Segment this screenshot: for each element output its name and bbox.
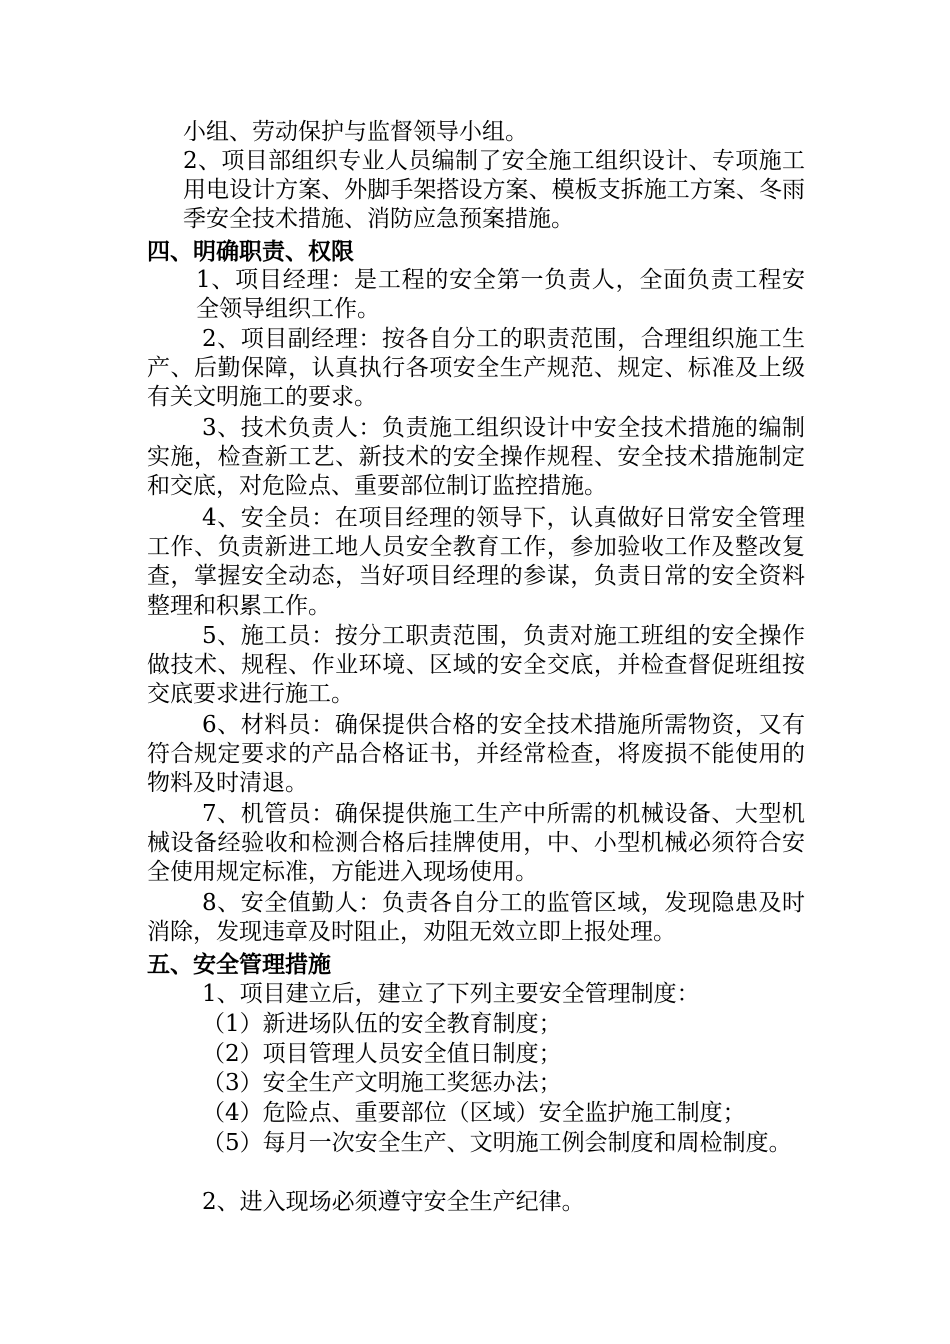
section4-item-7: 7、机管员：确保提供施工生产中所需的机械设备、大型机械设备经验收和检测合格后挂牌使用，中、小型机械必须符合安全使用规定标准，方能进入现场使用。 — [147, 801, 805, 886]
section5-subitem-1: （1）新进场队伍的安全教育制度； — [202, 1011, 562, 1037]
section4-item-1: 1、项目经理：是工程的安全第一负责人，全面负责工程安全领导组织工作。 — [196, 267, 805, 323]
section5-subitem-2: （2）项目管理人员安全值日制度； — [202, 1041, 562, 1067]
section4-item-8: 8、安全值勤人：负责各自分工的监管区域，发现隐患及时消除，发现违章及时阻止，劝阻无效立即上报处理。 — [147, 890, 805, 946]
section4-item-1-line1 — [196, 266, 805, 324]
section4-heading: 四、明确职责、权限 — [147, 238, 354, 265]
section4-item-4: 4、安全员：在项目经理的领导下，认真做好日常安全管理工作、负责新进工地人员安全教育工作，参加验收工作及整改复查，掌握安全动态，当好项目经理的参谋，负责日常的安全资料整理和积累工作。 — [147, 505, 805, 619]
section5-item-2: 2、进入现场必须遵守安全生产纪律。 — [202, 1189, 585, 1215]
section4-item-3: 3、技术负责人：负责施工组织设计中安全技术措施的编制实施，检查新工艺、新技术的安全操作规程、安全技术措施制定和交底，对危险点、重要部位制订监控措施。 — [147, 415, 805, 500]
section5-subitem-3: （3）安全生产文明施工奖惩办法； — [202, 1070, 562, 1096]
section4-item-5: 5、施工员：按分工职责范围，负责对施工班组的安全操作做技术、规程、作业环境、区域的安全交底，并检查督促班组按交底要求进行施工。 — [147, 623, 805, 708]
section3-item-2: 2、项目部组织专业人员编制了安全施工组织设计、专项施工用电设计方案、外脚手架搭设方案、模板支拆施工方案、冬雨季安全技术措施、消防应急预案措施。 — [183, 148, 805, 233]
section5-subitem-5: （5）每月一次安全生产、文明施工例会制度和周检制度。 — [202, 1130, 792, 1156]
section5-item-1: 1、项目建立后，建立了下列主要安全管理制度： — [202, 981, 700, 1007]
section3-line1: 小组、劳动保护与监督领导小组。 — [183, 119, 528, 145]
section5-heading: 五、安全管理措施 — [147, 951, 331, 978]
section5-subitem-4: （4）危险点、重要部位（区域）安全监护施工制度； — [202, 1100, 746, 1126]
section4-item-2: 2、项目副经理：按各自分工的职责范围，合理组织施工生产、后勤保障，认真执行各项安全生产规范、规定、标准及上级有关文明施工的要求。 — [147, 326, 805, 411]
section4-item-6: 6、材料员：确保提供合格的安全技术措施所需物资，又有符合规定要求的产品合格证书，并经常检查，将废损不能使用的物料及时清退。 — [147, 712, 805, 797]
